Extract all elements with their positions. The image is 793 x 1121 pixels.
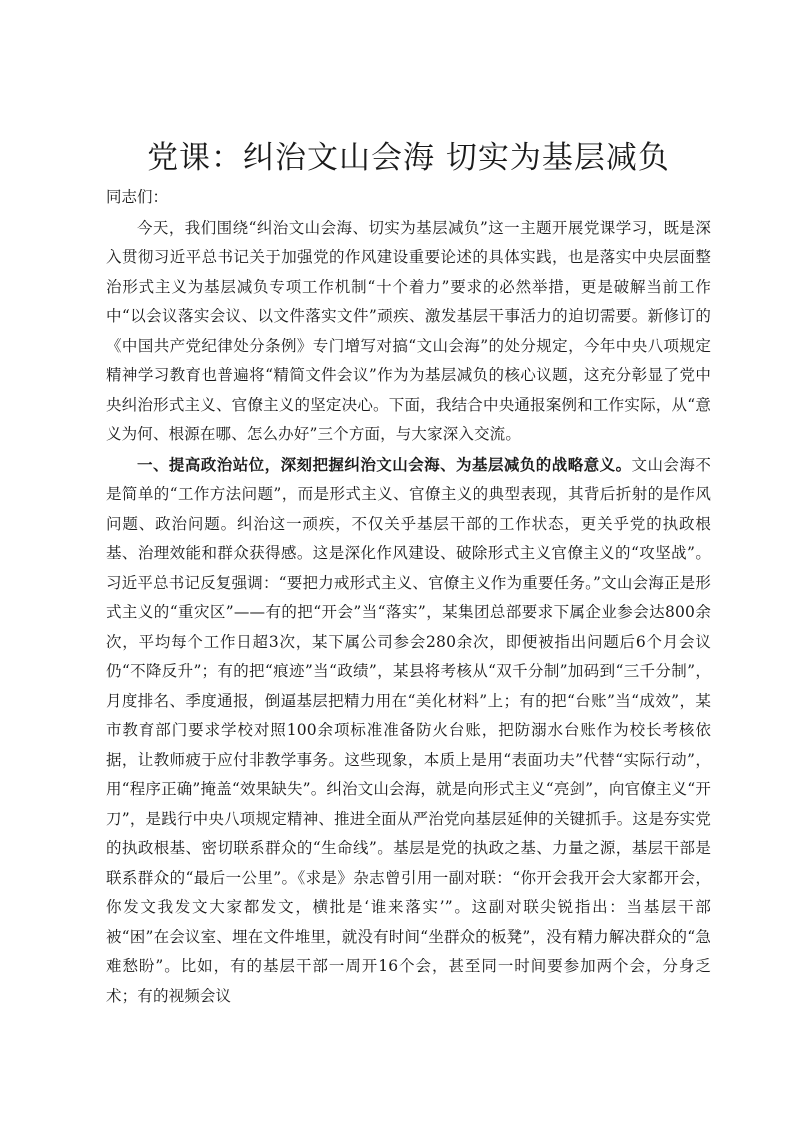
paragraph-text: 今天，我们围绕“纠治文山会海、切实为基层减负”这一主题开展党课学习，既是深入贯彻习近平总书记关于加强党的作风建设重要论述的具体实践，也是落实中央层面整治形式主义为基层减负专项工作机制“十个着力”要求的必然举措，更是破解当前工作中“以会议落实会议、以文件落实文件”顽疾、激发基层干事活力的迫切需要。新修订的《中国共产党纪律处分条例》专门增写对搞“文山会海”的处分规定，今年中央八项规定精神学习教育也普遍将“精简文件会议”作为为基层减负的核心议题，这充分彰显了党中央纠治形式主义、官僚主义的坚定决心。下面，我结合中央通报案例和工作实际，从“意义为何、根源在哪、怎么办好”三个方面，与大家深入交流。 [106,218,711,443]
document-page [106,136,711,1011]
paragraph-text: 文山会海不是简单的“工作方法问题”，而是形式主义、官僚主义的典型表现，其背后折射的是作风问题、政治问题。纠治这一顽疾，不仅关乎基层干部的工作状态，更关乎党的执政根基、治理效能和群众获得感。这是深化作风建设、破除形式主义官僚主义的“攻坚战”。习近平总书记反复强调：“要把力戒形式主义、官僚主义作为重要任务。”文山会海正是形式主义的“重灾区”——有的把“开会”当“落实”，某集团总部要求下属企业参会达800余次，平均每个工作日超3次，某下属公司参会280余次，即便被指出问题后6个月会议仍“不降反升”；有的把“痕迹”当“政绩”，某县将考核从“双千分制”加码到“三千分制”，月度排名、季度通报，倒逼基层把精力用在“美化材料”上；有的把“台账”当“成效”，某市教育部门要求学校对照100余项标准准备防火台账，把防溺水台账作为校长考核依据，让教师疲于应付非教学事务。这些现象，本质上是用“表面功夫”代替“实际行动”，用“程序正确”掩盖“效果缺失”。纠治文山会海，就是向形式主义“亮剑”，向官僚主义“开刀”，是践行中央八项规定精神、推进全面从严治党向基层延伸的关键抓手。这是夯实党的执政根基、密切联系群众的“生命线”。基层是党的执政之基、力量之源，基层干部是联系群众的“最后一公里”。《求是》杂志曾引用一副对联：“你开会我开会大家都开会，你发文我发文大家都发文，横批是‘谁来落实’”。这副对联尖锐指出：当基层干部被“困”在会议室、埋在文件堆里，就没有时间“坐群众的板凳”，没有精力解决群众的“急难愁盼”。比如，有的基层干部一周开16个会，甚至同一时间要参加两个会，分身乏术；有的视频会议 [106,455,711,1005]
paragraph-intro [106,213,711,450]
salutation: 同志们： [106,188,169,206]
section-heading: 一、提高政治站位，深刻把握纠治文山会海、为基层减负的战略意义。 [137,454,632,474]
document-title: 党课：纠治文山会海 切实为基层减负 [147,140,670,176]
paragraph-section-one [106,450,711,1012]
